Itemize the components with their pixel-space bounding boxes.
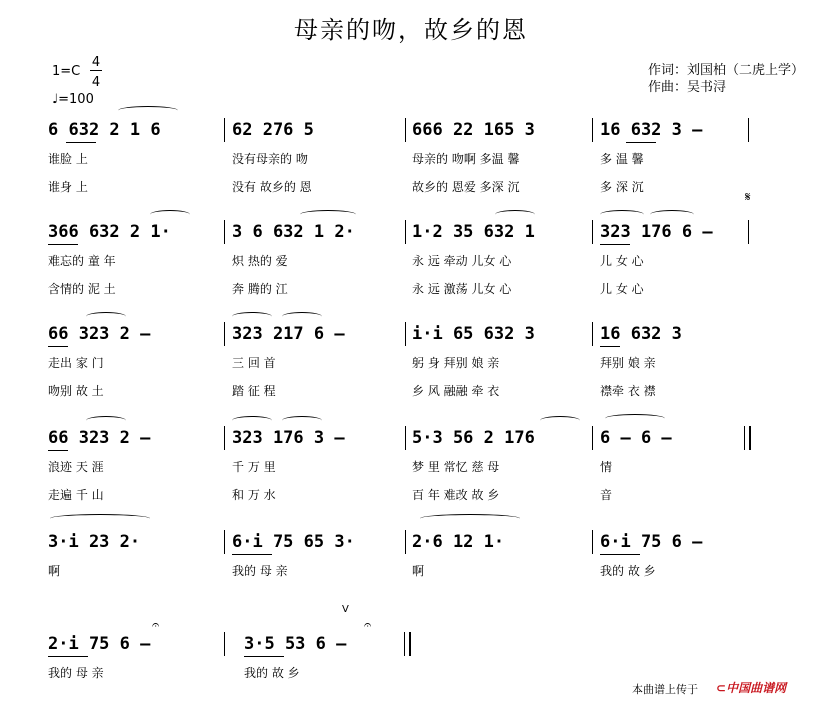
beam-underline (232, 554, 272, 555)
barline (592, 322, 593, 346)
lyric-verse1: 啊 (412, 564, 425, 578)
measure-notes: i·i 65 632 3 (412, 324, 535, 344)
measure-notes: 66 323 2 – (48, 324, 151, 344)
repeat-barline-thick (749, 426, 751, 450)
slur (300, 210, 356, 219)
tempo-marking: ♩=100 (52, 92, 94, 107)
lyric-verse2: 永 远 激荡 儿女 心 (412, 282, 512, 296)
time-signature-rule (90, 70, 102, 71)
lyric-verse1: 情 (600, 460, 613, 474)
measure-notes: 2·i 75 6 – (48, 634, 151, 654)
lyric-verse1: 难忘的 童 年 (48, 254, 116, 268)
lyric-verse2: 多 深 沉 (600, 180, 644, 194)
barline (224, 220, 225, 244)
barline (224, 118, 225, 142)
lyric-verse2: 没有 故乡的 恩 (232, 180, 312, 194)
lyric-verse2: 故乡的 恩爱 多深 沉 (412, 180, 520, 194)
beam-underline (48, 346, 68, 347)
slur (495, 210, 535, 219)
measure-notes: 16 632 3 (600, 324, 682, 344)
slur (282, 416, 322, 425)
barline (224, 426, 225, 450)
slur (420, 514, 520, 523)
segno-icon: 𝄋 (745, 190, 751, 205)
measure-notes: 666 22 165 3 (412, 120, 535, 140)
barline (224, 322, 225, 346)
upload-note: 本曲谱上传于 (632, 683, 698, 696)
logo-icon: ⊂ (716, 681, 727, 695)
lyric-verse2: 踏 征 程 (232, 384, 276, 398)
lyric-verse2: 吻别 故 土 (48, 384, 104, 398)
slur (86, 312, 126, 321)
logo-text: 中国曲谱网 (726, 681, 787, 695)
slur (282, 312, 322, 321)
lyric-verse1: 没有母亲的 吻 (232, 152, 308, 166)
barline (748, 118, 749, 142)
lyric-verse1: 炽 热的 爱 (232, 254, 288, 268)
beam-underline (626, 142, 656, 143)
measure-notes: 6 632 2 1 6 (48, 120, 161, 140)
repeat-barline-thin (744, 426, 745, 450)
barline (405, 530, 406, 554)
lyric-verse1: 我的 故 乡 (600, 564, 656, 578)
lyric-verse2: 和 万 水 (232, 488, 276, 502)
final-barline-thin (404, 632, 405, 656)
slur (50, 514, 150, 523)
lyric-verse1: 千 万 里 (232, 460, 276, 474)
measure-notes: 6·i 75 65 3· (232, 532, 355, 552)
site-logo (716, 679, 786, 696)
measure-notes: 3·i 23 2· (48, 532, 141, 552)
barline (592, 530, 593, 554)
lyric-verse2: 音 (600, 488, 613, 502)
measure-notes: 6·i 75 6 – (600, 532, 703, 552)
lyric-verse1: 啊 (48, 564, 61, 578)
lyric-verse1: 母亲的 吻啊 多温 馨 (412, 152, 520, 166)
lyric-verse1: 我的 母 亲 (232, 564, 288, 578)
lyric-verse1: 梦 里 常忆 慈 母 (412, 460, 500, 474)
barline (224, 632, 225, 656)
barline (748, 220, 749, 244)
measure-notes: 366 632 2 1· (48, 222, 171, 242)
slur (232, 416, 272, 425)
lyric-verse2: 走遍 千 山 (48, 488, 104, 502)
barline (224, 530, 225, 554)
measure-notes: 3 6 632 1 2· (232, 222, 355, 242)
lyric-verse2: 含情的 泥 土 (48, 282, 116, 296)
page-title: 母亲的吻，故乡的恩 (294, 16, 528, 44)
barline (405, 426, 406, 450)
lyric-verse2: 谁身 上 (48, 180, 88, 194)
lyric-verse1: 走出 家 门 (48, 356, 104, 370)
beam-underline (66, 142, 96, 143)
lyric-verse1: 我的 故 乡 (244, 666, 300, 680)
lyric-verse1: 三 回 首 (232, 356, 276, 370)
measure-notes: 323 176 3 – (232, 428, 345, 448)
time-signature-bottom: 4 (91, 75, 101, 90)
fermata-icon: 𝄐 (152, 618, 160, 633)
beam-underline (48, 450, 68, 451)
slur (232, 312, 272, 321)
lyric-verse1: 永 远 牵动 儿女 心 (412, 254, 512, 268)
measure-notes: 323 176 6 – (600, 222, 713, 242)
barline (405, 322, 406, 346)
slur (600, 210, 644, 219)
fermata-icon: 𝄐 (364, 618, 372, 633)
lyric-verse2: 百 年 难改 故 乡 (412, 488, 500, 502)
measure-notes: 16 632 3 – (600, 120, 703, 140)
lyric-verse1: 谁脸 上 (48, 152, 88, 166)
lyric-verse1: 浪迹 天 涯 (48, 460, 104, 474)
barline (592, 426, 593, 450)
slur (605, 414, 665, 423)
lyric-verse2: 襟牵 衣 襟 (600, 384, 656, 398)
lyric-verse2: 奔 腾的 江 (232, 282, 288, 296)
beam-underline (600, 346, 620, 347)
lyric-verse2: 乡 风 融融 牵 衣 (412, 384, 500, 398)
slur (86, 416, 126, 425)
barline (405, 220, 406, 244)
measure-notes: 6 – 6 – (600, 428, 672, 448)
lyric-verse1: 我的 母 亲 (48, 666, 104, 680)
measure-notes: 1·2 35 632 1 (412, 222, 535, 242)
measure-notes: 2·6 12 1· (412, 532, 505, 552)
key-signature: 1=C (52, 64, 81, 79)
measure-notes: 66 323 2 – (48, 428, 151, 448)
slur (540, 416, 580, 425)
beam-underline (600, 554, 640, 555)
lyric-verse1: 多 温 馨 (600, 152, 644, 166)
measure-notes: 62 276 5 (232, 120, 314, 140)
measure-notes: 5·3 56 2 176 (412, 428, 535, 448)
barline (592, 118, 593, 142)
beam-underline (244, 656, 284, 657)
barline (405, 118, 406, 142)
slur (650, 210, 694, 219)
barline (592, 220, 593, 244)
time-signature-top: 4 (91, 55, 101, 70)
slur (118, 106, 178, 115)
lyric-verse1: 拜别 娘 亲 (600, 356, 656, 370)
final-barline-thick (409, 632, 411, 656)
beam-underline (48, 656, 88, 657)
lyricist-credit: 作词：刘国柏（二虎上学） (648, 63, 805, 78)
beam-underline (600, 244, 630, 245)
lyric-verse1: 躬 身 拜别 娘 亲 (412, 356, 500, 370)
beam-underline (48, 244, 78, 245)
accent-mark-icon: V (342, 604, 349, 615)
lyric-verse2: 儿 女 心 (600, 282, 644, 296)
slur (150, 210, 190, 219)
composer-credit: 作曲：吴书浔 (648, 80, 727, 95)
lyric-verse1: 儿 女 心 (600, 254, 644, 268)
measure-notes: 323 217 6 – (232, 324, 345, 344)
measure-notes: 3·5 53 6 – (244, 634, 347, 654)
